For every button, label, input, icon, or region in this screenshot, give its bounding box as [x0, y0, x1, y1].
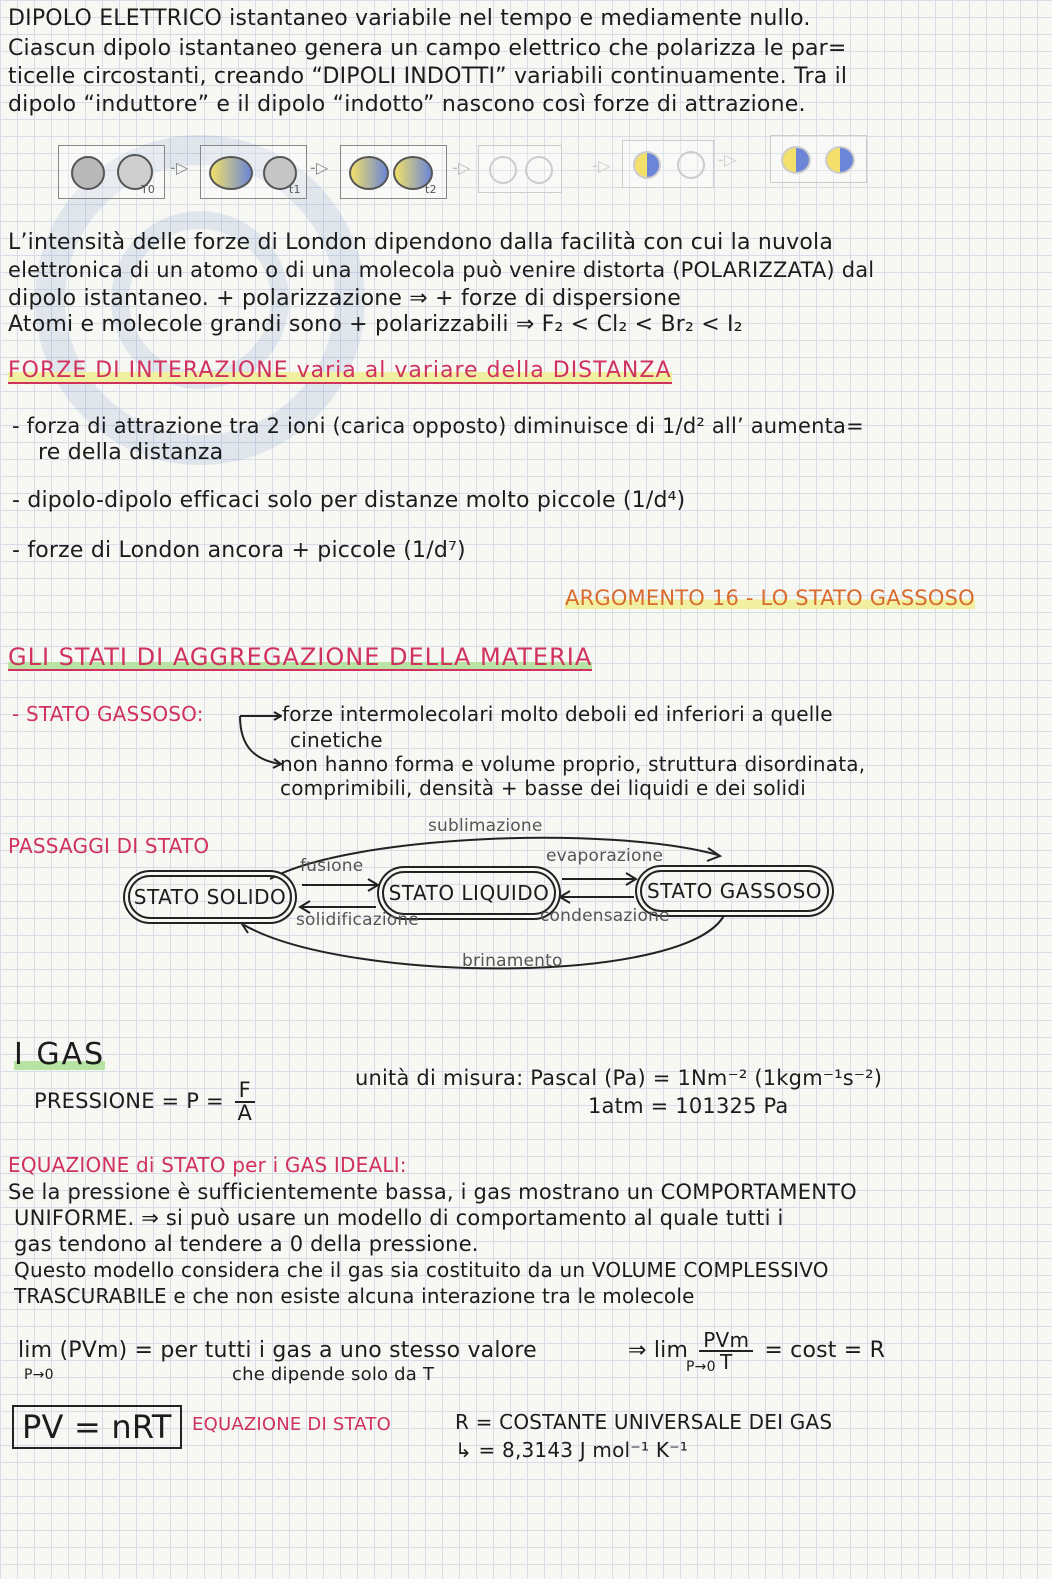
london-line-1: L’intensità delle forze di London dipendono dalla facilità con cui la nuvola [8, 230, 833, 255]
equazione-line-1: Se la pressione è sufficientemente bassa, i gas mostrano un COMPORTAMENTO [8, 1180, 857, 1204]
state-liquid: STATO LIQUIDO [382, 871, 556, 915]
label-fusione: fusione [300, 856, 364, 876]
r-constant-label: R = COSTANTE UNIVERSALE DEI GAS [455, 1410, 833, 1434]
forze-item-1b: re della distanza [38, 440, 224, 465]
limit-subscript: P→0 [24, 1367, 54, 1383]
state-solid: STATO SOLIDO [128, 875, 292, 919]
arrow-icon: -▷ [452, 158, 471, 177]
forze-title: FORZE DI INTERAZIONE varia al variare della DISTANZA [8, 358, 672, 383]
limit-result: ⇒ lim $\frac{\text{PVm}}{T}$ = cost = R [628, 1328, 886, 1374]
molecule-pair-t2: t2 [340, 145, 447, 199]
molecule-pair-faded [478, 145, 562, 193]
arrow-icon: -▷ [170, 158, 189, 177]
state-gas: STATO GASSOSO [640, 870, 829, 912]
label-brinamento: brinamento [462, 951, 563, 971]
london-line-4: Atomi e molecole grandi sono + polarizzabili ⇒ F₂ < Cl₂ < Br₂ < I₂ [8, 312, 743, 337]
equazione-line-2: UNIFORME. ⇒ si può usare un modello di comportamento al quale tutti i [14, 1206, 784, 1230]
molecule-pair-t0: T0 [58, 145, 165, 199]
gas-title: I GAS [14, 1037, 106, 1072]
gassoso-point-1a: forze intermolecolari molto deboli ed inferiori a quelle [282, 702, 833, 726]
r-constant-value: ↳ = 8,3143 J mol⁻¹ K⁻¹ [455, 1438, 689, 1462]
gassoso-point-1b: cinetiche [290, 728, 383, 752]
arrow-icon: -▷ [718, 150, 737, 169]
label-solidificazione: solidificazione [296, 910, 419, 930]
stati-title: GLI STATI DI AGGREGAZIONE DELLA MATERIA [8, 643, 593, 671]
equazione-title: EQUAZIONE di STATO per i GAS IDEALI: [8, 1153, 407, 1177]
limit-statement: lim (PVm) = per tutti i gas a uno stesso valore [18, 1338, 537, 1363]
argomento-heading: ARGOMENTO 16 - LO STATO GASSOSO [565, 586, 975, 610]
dipolo-line-4: dipolo “induttore” e il dipolo “indotto” nascono così forze di attrazione. [8, 92, 806, 117]
forze-item-3: - forze di London ancora + piccole (1/d⁷) [12, 538, 466, 563]
london-line-3: dipolo istantaneo. + polarizzazione ⇒ + forze di dispersione [8, 286, 681, 311]
molecule-pair-faded-2 [622, 140, 714, 188]
label-condensazione: condensazione [540, 906, 670, 926]
unita-misura-line-1: unità di misura: Pascal (Pa) = 1Nm⁻² (1kgm⁻¹s⁻²) [355, 1066, 883, 1090]
limit-result-subscript: P→0 [686, 1359, 716, 1375]
branch-arrows [236, 708, 282, 772]
forze-item-1a: - forza di attrazione tra 2 ioni (carica opposto) diminuisce di 1/d² all’ aumenta= [12, 414, 864, 438]
molecule-pair-faded-3 [770, 135, 867, 183]
ideal-gas-formula: PV = nRT [12, 1405, 182, 1449]
molecule-pair-t1: t1 [200, 145, 307, 199]
arrow-icon: -▷ [592, 156, 611, 175]
formula-label: EQUAZIONE DI STATO [192, 1414, 391, 1435]
dipolo-line-2: Ciascun dipolo istantaneo genera un campo elettrico che polarizza le par= [8, 36, 847, 61]
arrow-icon: -▷ [310, 158, 329, 177]
limit-note: che dipende solo da T [232, 1364, 435, 1385]
gassoso-point-2a: non hanno forma e volume proprio, struttura disordinata, [280, 752, 866, 776]
dipolo-line-1: DIPOLO ELETTRICO istantaneo variabile nel tempo e mediamente nullo. [8, 6, 811, 31]
gassoso-point-2b: comprimibili, densità + basse dei liquidi e dei solidi [280, 776, 806, 800]
equazione-line-3: gas tendono al tendere a 0 della pressione. [14, 1232, 479, 1256]
equazione-line-4: Questo modello considera che il gas sia costituito da un VOLUME COMPLESSIVO [14, 1258, 829, 1282]
equazione-line-5: TRASCURABILE e che non esiste alcuna interazione tra le molecole [14, 1284, 695, 1308]
unita-misura-line-2: 1atm = 101325 Pa [588, 1094, 789, 1118]
label-evaporazione: evaporazione [546, 846, 664, 866]
dipolo-line-3: ticelle circostanti, creando “DIPOLI INDOTTI” variabili continuamente. Tra il [8, 64, 848, 89]
london-line-2: elettronica di un atomo o di una molecola può venire distorta (POLARIZZATA) dal [8, 258, 875, 282]
stato-gassoso-label: - STATO GASSOSO: [12, 702, 204, 726]
pressione-formula: PRESSIONE = P = $\frac{F}{A}$ [34, 1080, 259, 1124]
forze-item-2: - dipolo-dipolo efficaci solo per distanze molto piccole (1/d⁴) [12, 488, 686, 513]
label-sublimazione: sublimazione [428, 816, 543, 836]
passaggi-title: PASSAGGI DI STATO [8, 834, 210, 858]
